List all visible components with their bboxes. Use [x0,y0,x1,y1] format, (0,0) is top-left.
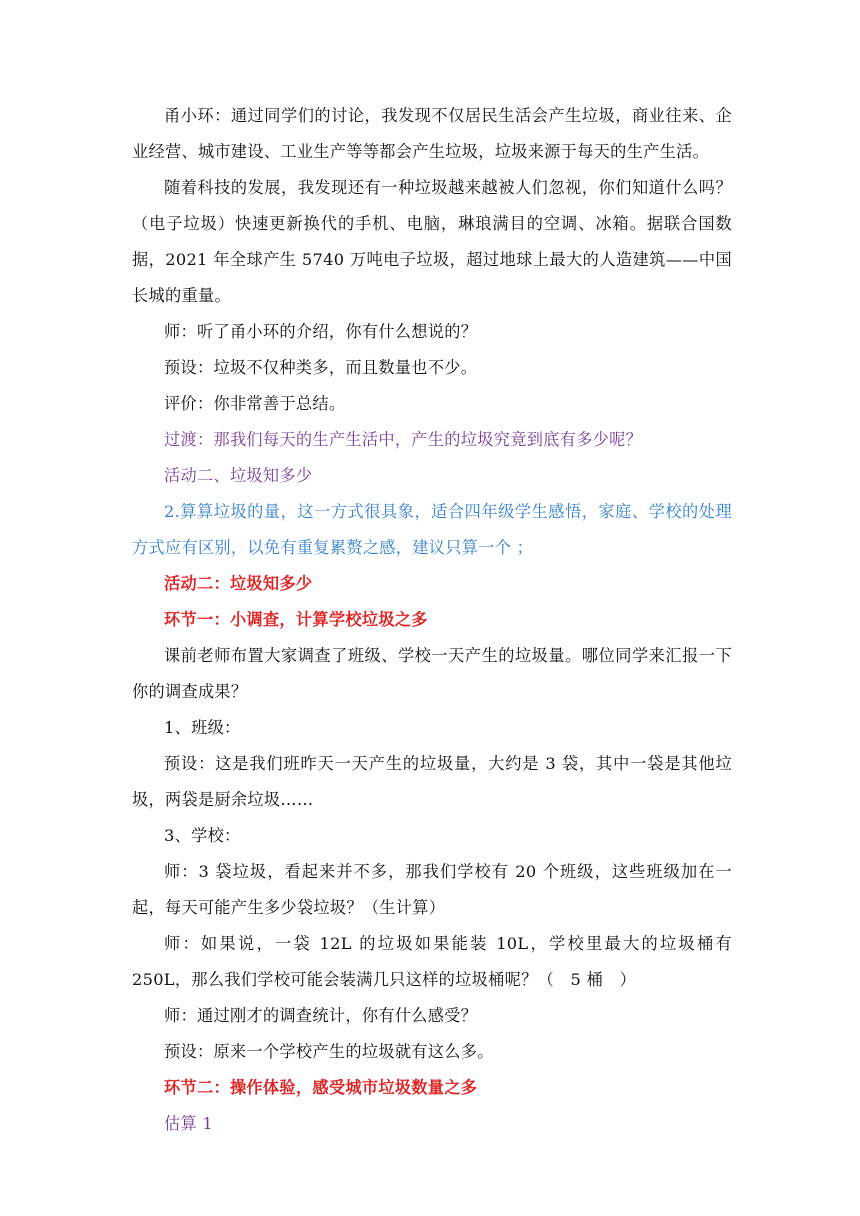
paragraph-evaluation: 评价：你非常善于总结。 [164,394,346,413]
paragraph-bucket-calc: 师：如果说，一袋 12L 的垃圾如果能装 10L，学校里最大的垃圾桶有 250L，那么我们学校可能会装满几只这样的垃圾桶呢？（ 5 桶 ） [132,934,732,989]
paragraph-ewaste: 随着科技的发展，我发现还有一种垃圾越来越被人们忽视，你们知道什么吗？（电子垃圾）快速更新换代的手机、电脑，琳琅满目的空调、冰箱。据联合国数据，2021 年全球产生 5740 万吨电子垃圾，超过地球上最大的人造建筑——中国长城的重量。 [132,178,732,305]
paragraph-teacher-question: 师：听了甬小环的介绍，你有什么想说的？ [164,322,478,341]
paragraph-feeling-question: 师：通过刚才的调查统计，你有什么感受？ [164,1006,478,1025]
paragraph-transition: 过渡：那我们每天的生产生活中，产生的垃圾究竟到底有多少呢？ [164,430,643,449]
paragraph-feeling-answer: 预设：原来一个学校产生的垃圾就有这么多。 [164,1042,494,1061]
heading-section-two: 环节二：操作体验，感受城市垃圾数量之多 [164,1078,478,1097]
paragraph-intro: 甬小环：通过同学们的讨论，我发现不仅居民生活会产生垃圾，商业往来、企业经营、城市建设、工业生产等等都会产生垃圾，垃圾来源于每天的生产生活。 [132,106,732,161]
heading-activity-two: 活动二：垃圾知多少 [164,574,313,593]
paragraph-class-label: 1、班级： [164,718,241,737]
heading-section-one: 环节一：小调查，计算学校垃圾之多 [164,610,428,629]
paragraph-school-label: 3、学校： [164,826,241,845]
paragraph-estimate-one: 估算 1 [164,1114,214,1133]
paragraph-review-note: 2.算算垃圾的量，这一方式很具象，适合四年级学生感悟，家庭、学校的处理方式应有区别，以免有重复累赘之感，建议只算一个 ； [132,502,732,557]
paragraph-expected-answer: 预设：垃圾不仅种类多，而且数量也不少。 [164,358,478,377]
paragraph-survey: 课前老师布置大家调查了班级、学校一天产生的垃圾量。哪位同学来汇报一下你的调查成果？ [132,646,732,701]
paragraph-school-calc: 师：3 袋垃圾，看起来并不多，那我们学校有 20 个班级，这些班级加在一起，每天可能产生多少袋垃圾？（生计算） [132,862,732,917]
paragraph-class-answer: 预设：这是我们班昨天一天产生的垃圾量，大约是 3 袋，其中一袋是其他垃圾，两袋是厨余垃圾…… [132,754,732,809]
paragraph-activity-title-purple: 活动二、垃圾知多少 [164,466,313,485]
document-page [132,98,732,1142]
